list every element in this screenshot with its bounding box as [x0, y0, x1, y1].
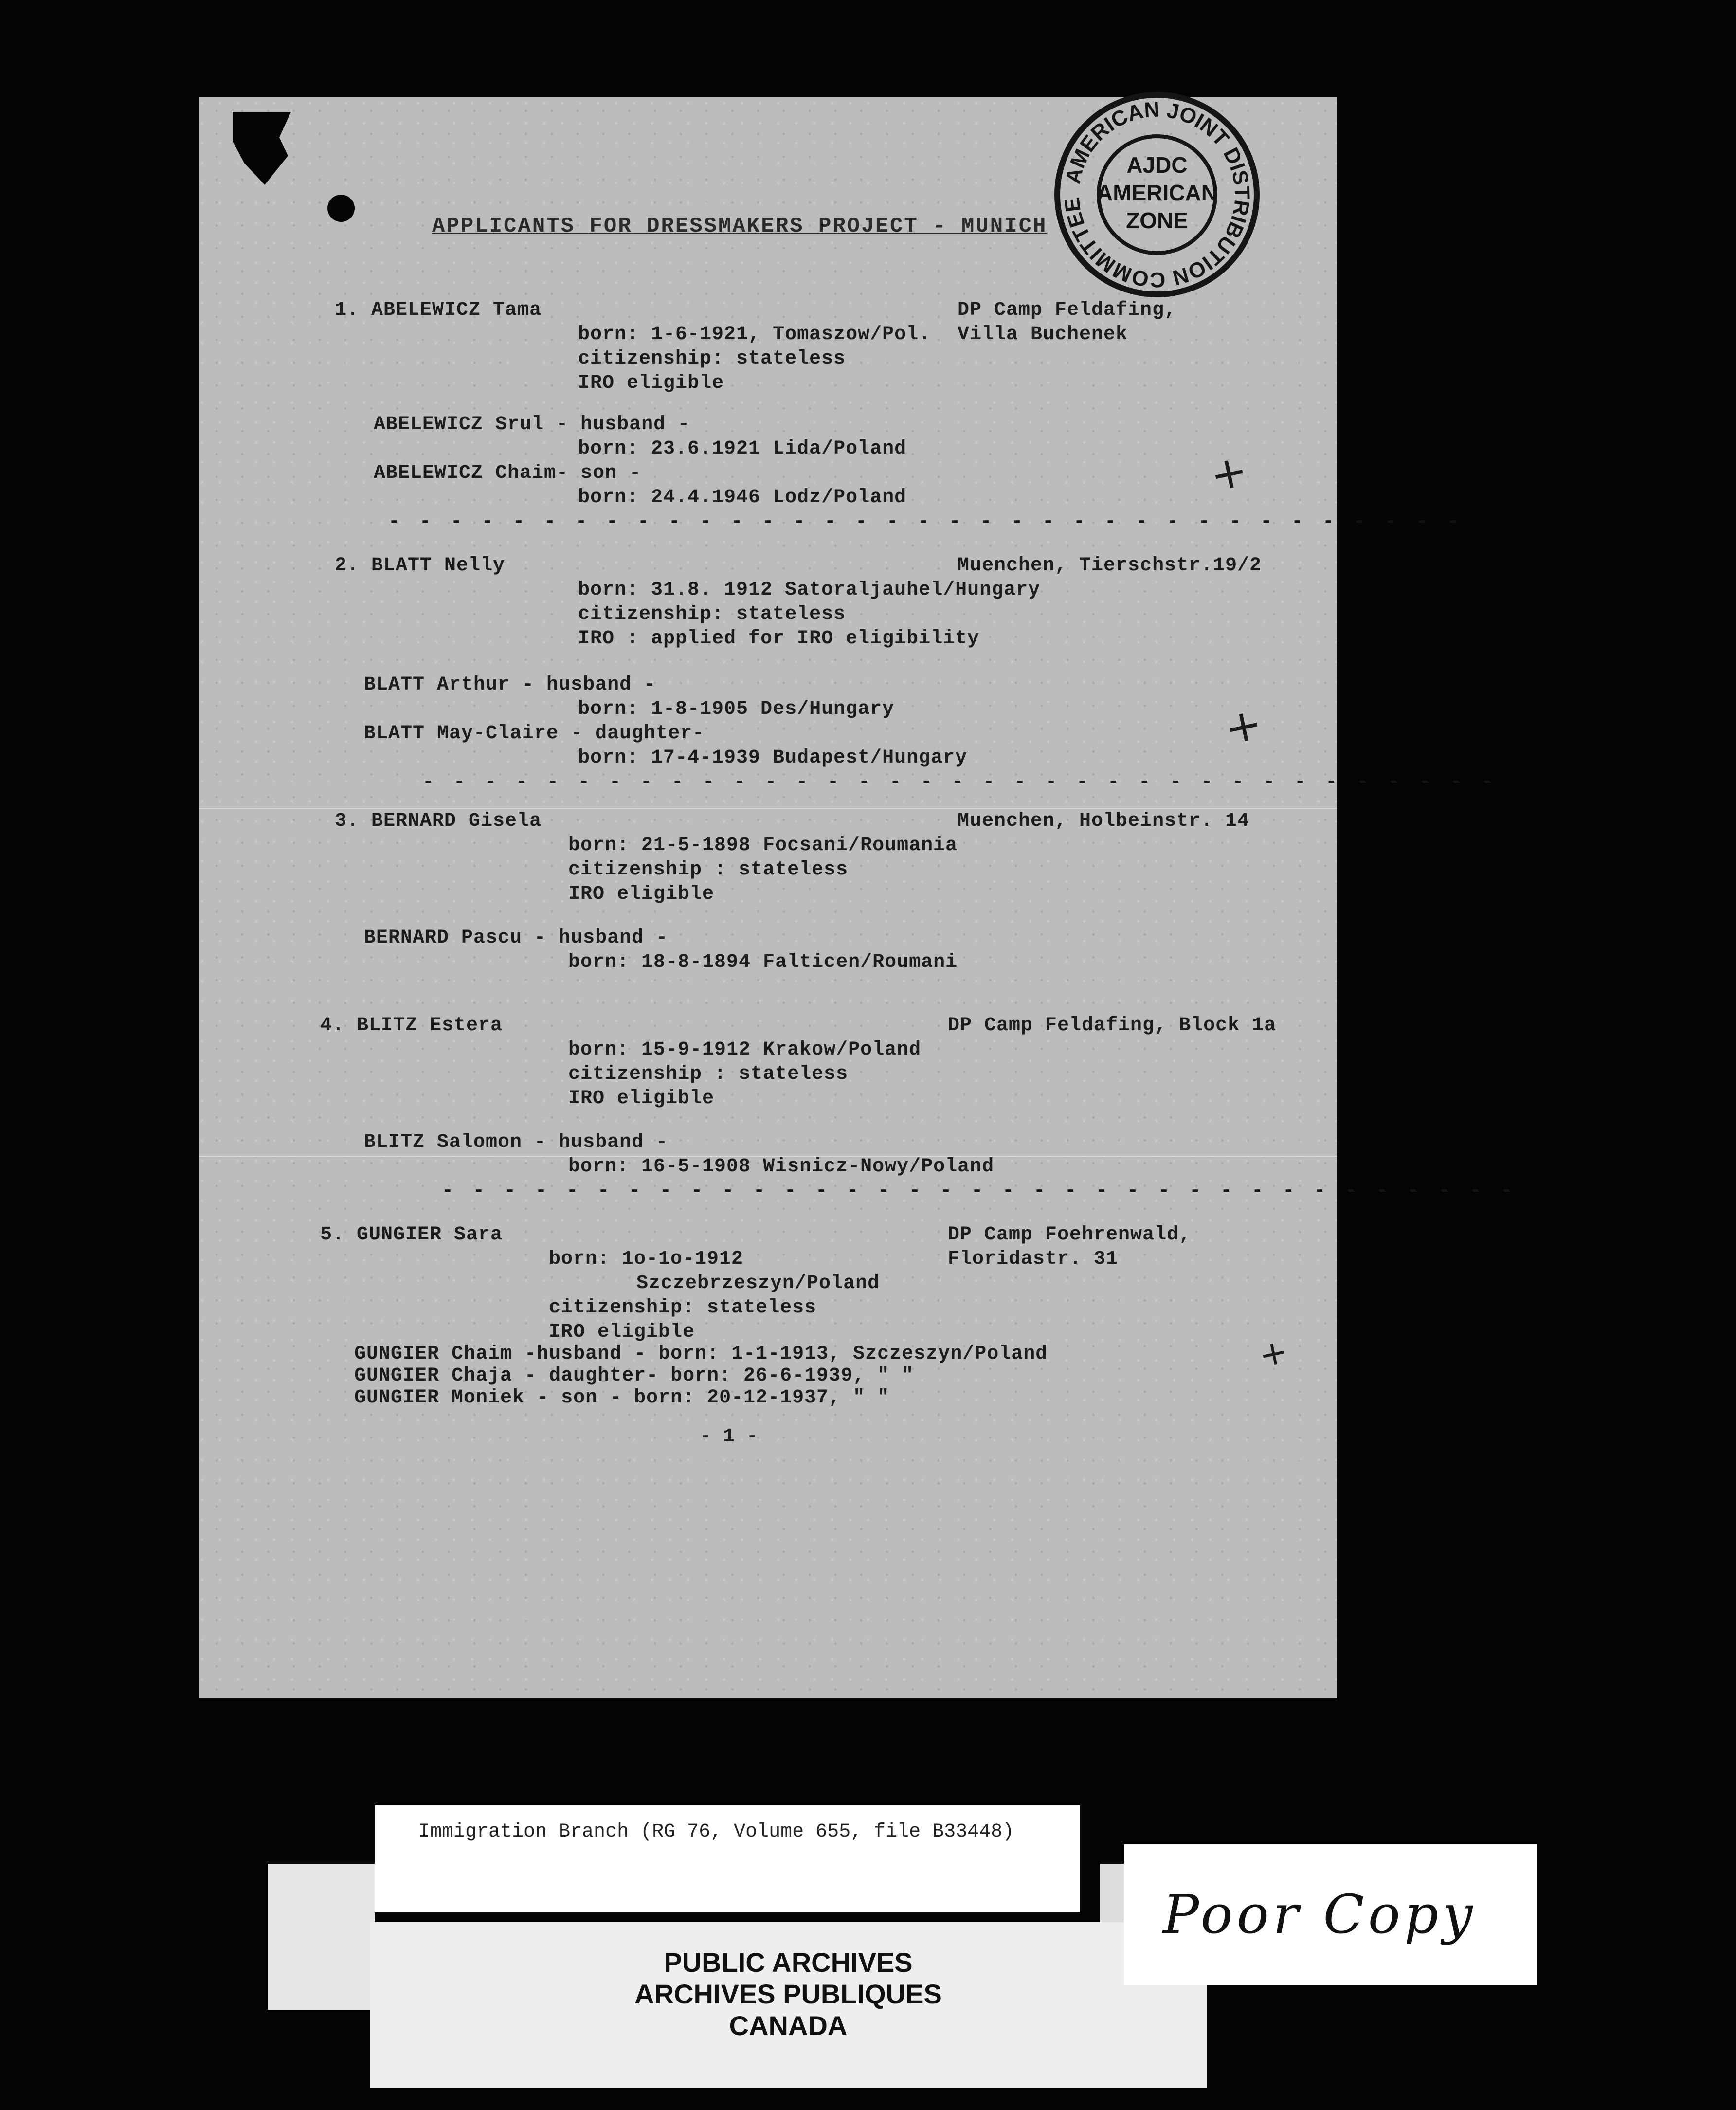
entry-born: born: 1o-1o-1912 [549, 1248, 744, 1270]
family-born: born: 18-8-1894 Falticen/Roumani [568, 951, 958, 973]
family-member: BERNARD Pascu - husband - [364, 927, 669, 949]
handwritten-note: Poor Copy [1163, 1883, 1477, 1946]
entry-name: 1. ABELEWICZ Tama [335, 299, 542, 321]
family-member: GUNGIER Chaja - daughter- born: 26-6-1939, " " [354, 1365, 914, 1387]
entry-address: Villa Buchenek [958, 324, 1128, 346]
punch-hole [327, 195, 355, 222]
public-archives-label [370, 1922, 1207, 2088]
check-mark: + [1220, 697, 1267, 755]
entry-name: 2. BLATT Nelly [335, 555, 506, 577]
check-mark: + [1255, 1330, 1292, 1376]
entry-born: born: 1-6-1921, Tomaszow/Pol. [578, 324, 931, 346]
family-member: BLATT May-Claire - daughter- [364, 723, 705, 745]
entry-name: 5. GUNGIER Sara [320, 1224, 503, 1246]
entry-born: born: 31.8. 1912 Satoraljauhel/Hungary [578, 579, 1041, 601]
entry-citizenship: citizenship: stateless [578, 603, 846, 625]
family-born: born: 17-4-1939 Budapest/Hungary [578, 747, 968, 769]
separator: - - - - - - - - - - - - - - - - - - - - - - - - - - - - - - - - - - - [388, 511, 1463, 533]
ajdc-stamp [1050, 88, 1264, 302]
family-member: BLITZ Salomon - husband - [364, 1131, 669, 1153]
family-born: born: 23.6.1921 Lida/Poland [578, 438, 907, 460]
entry-citizenship: citizenship: stateless [549, 1297, 817, 1319]
stamp-line-3: ZONE [1126, 208, 1188, 233]
separator: - - - - - - - - - - - - - - - - - - - - - - - - - - - - - - - - - - - [442, 1180, 1517, 1202]
stamp-line-2: AMERICAN [1097, 180, 1217, 205]
entry-address: Muenchen, Holbeinstr. 14 [958, 810, 1250, 832]
archive-label-line-2: ARCHIVES PUBLIQUES [634, 1979, 942, 2009]
fold-line [199, 808, 1337, 809]
entry-iro: IRO eligible [568, 883, 715, 905]
entry-iro: IRO eligible [578, 372, 724, 394]
entry-citizenship: citizenship : stateless [568, 859, 849, 881]
entry-born: born: 21-5-1898 Focsani/Roumania [568, 835, 958, 856]
family-born: born: 1-8-1905 Des/Hungary [578, 698, 895, 720]
torn-label-fragment [268, 1864, 375, 2010]
entry-iro: IRO : applied for IRO eligibility [578, 628, 980, 650]
check-mark: + [1205, 444, 1252, 502]
entry-address: DP Camp Feldafing, [958, 299, 1177, 321]
stamp-ring-text: AMERICAN JOINT DISTRIBUTION COMMITTEE [1060, 97, 1254, 292]
entry-citizenship: citizenship: stateless [578, 348, 846, 370]
archive-reference: Immigration Branch (RG 76, Volume 655, file B33448) [418, 1821, 1014, 1843]
entry-address: Muenchen, Tierschstr.19/2 [958, 555, 1262, 577]
entry-address: DP Camp Feldafing, Block 1a [948, 1015, 1277, 1037]
family-born: born: 24.4.1946 Lodz/Poland [578, 487, 907, 509]
document-title: APPLICANTS FOR DRESSMAKERS PROJECT - MUNICH [432, 214, 1048, 238]
torn-corner [233, 112, 291, 185]
family-member: ABELEWICZ Srul - husband - [374, 414, 690, 436]
separator: - - - - - - - - - - - - - - - - - - - - - - - - - - - - - - - - - - - [422, 771, 1497, 793]
family-member: ABELEWICZ Chaim- son - [374, 462, 642, 484]
archive-label-line-1: PUBLIC ARCHIVES [664, 1947, 913, 1978]
entry-iro: IRO eligible [549, 1321, 695, 1343]
family-member: GUNGIER Moniek - son - born: 20-12-1937, " " [354, 1387, 890, 1409]
entry-name: 3. BERNARD Gisela [335, 810, 542, 832]
document-page [199, 97, 1517, 1698]
entry-born-place: Szczebrzeszyn/Poland [636, 1273, 880, 1294]
family-member: GUNGIER Chaim -husband - born: 1-1-1913, Szczeszyn/Poland [354, 1343, 1048, 1365]
poor-copy-note [1124, 1844, 1537, 1985]
entry-address: DP Camp Foehrenwald, [948, 1224, 1192, 1246]
entry-born: born: 15-9-1912 Krakow/Poland [568, 1039, 922, 1061]
page-number: - 1 - [700, 1426, 759, 1448]
archive-label-line-3: CANADA [729, 2010, 848, 2041]
family-member: BLATT Arthur - husband - [364, 674, 656, 696]
family-born: born: 16-5-1908 Wisnicz-Nowy/Poland [568, 1156, 995, 1178]
entry-citizenship: citizenship : stateless [568, 1063, 849, 1085]
stamp-line-1: AJDC [1126, 152, 1188, 178]
entry-iro: IRO eligible [568, 1088, 715, 1110]
entry-name: 4. BLITZ Estera [320, 1015, 503, 1037]
reference-strip [375, 1805, 1080, 1912]
entry-address: Floridastr. 31 [948, 1248, 1119, 1270]
